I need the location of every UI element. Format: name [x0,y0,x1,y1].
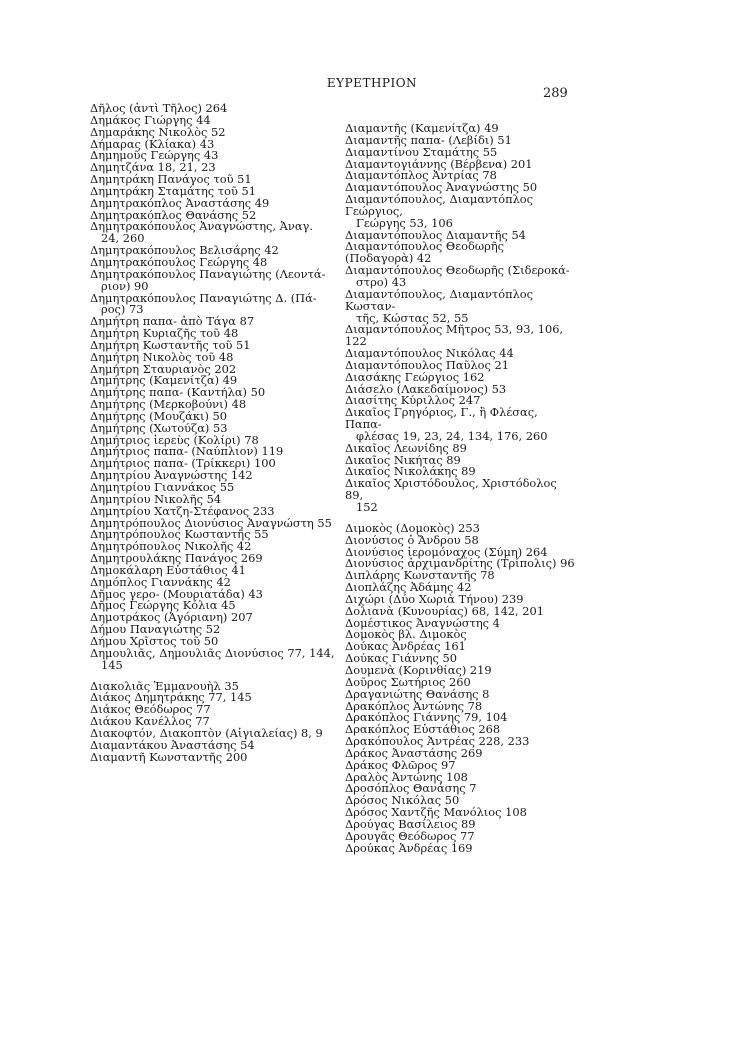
index-entry-text: Διαμαντόπλος Ἀντρίας 78 [345,168,497,183]
index-entry-text: Δημητρίου Γιαννάκος 55 [90,480,235,494]
index-entry-text: Διάσελο (Λακεδαίμονος) 53 [345,381,507,396]
index-entry-text: Δρακόπλος Εὐστάθιος 268 [345,722,501,737]
index-entry-text: Δημαράκης Νικολὸς 52 [90,124,226,139]
index-entry-text: Δρακόπουλος Ἀντρέας 228, 233 [345,734,530,749]
index-entry-continuation: ριον) 90 [101,278,149,293]
index-entry-text: Δημητρουλάκης Πανάγος 269 [90,551,263,566]
index-entry-text: Διονύσιος ὁ Ἄνδρου 58 [345,532,479,547]
index-entry-text: Δρουγᾶς Θεόδωρος 77 [345,828,475,843]
index-entry-text: Δῆμος γερο- (Μουριατάδα) 43 [90,586,263,601]
index-entry-text: Διακοφτόν, Διακοπτὸν (Αἰγιαλείας) 8, 9 [90,725,323,740]
index-entry-text: Δραλὸς Ἀντώνης 108 [345,769,468,784]
index-entry-text: Δράκος Ἀναστάσης 269 [345,745,483,760]
index-entry-text: Δημουλιᾶς, Δημουλιᾶς Διονύσιος 77, 144, [90,645,335,660]
index-entry [90,749,335,764]
index-entry-text: Δημήτριος παπα- (Ναύπλιον) 119 [90,444,284,459]
index-entry-text: Δρούγας Βασίλειος 89 [345,816,476,831]
index-entry-text: Διχώρι (Δύο Χωριὰ Τήνου) 239 [345,591,524,606]
index-entry [345,265,575,289]
index-entry-text: Δικαῖος Γρηγόριος, Γ., ἢ Φλέσας, Παπα- [345,405,538,432]
index-entry-text: Διαμαντόπουλος, Διαμαντόπλος Κωσταν- [345,286,534,313]
index-entry-text: Δράκος Φλῶρος 97 [345,757,456,772]
index-entry-text: Διαμαντόπουλος Νικόλας 44 [345,346,514,361]
index-entry-text: Διαμαντῆ Κωνσταντῆς 200 [90,749,248,764]
index-entry-text: Διαμαντῆς (Καμενίτζα) 49 [345,121,499,135]
index-column-right [345,123,575,854]
running-header-title: ΕΥΡΕΤΗΡΙΟΝ [326,76,418,90]
index-entry-text: Δημητρόπουλος Διονύσιος Ἀναγνώστη 55 [90,515,332,530]
index-entry-continuation: ρος) 73 [101,302,144,317]
index-entry-text: Διμοκὸς (Δομοκὸς) 253 [345,520,480,535]
index-entry-text: Δημητρακόπλος Θανάσης 52 [90,207,257,222]
index-column-left [90,103,335,763]
index-entry-text: Δῆμος Γεώργης Κόλια 45 [90,598,236,613]
index-entry-text: Διαμαντόπουλος Διαμαντῆς 54 [345,227,526,242]
index-entry [345,407,575,443]
index-entry-text: Διοπλάζης Ἀδάμης 42 [345,580,472,595]
index-entry-continuation: 145 [101,657,123,672]
index-entry-text: Δομέστικος Ἀναγνώστης 4 [345,615,500,630]
index-entry-text: Δήμου Παναγιώτης 52 [90,622,221,637]
index-entry [345,241,575,265]
index-entry [345,194,575,230]
index-entry-text: Δικαῖος Χριστόδουλος, Χριστόδολος 89, [345,476,557,503]
page-number: 289 [543,86,568,101]
index-entry-text: Δημητρακόπουλος Παναγιώτης (Λεοντά- [90,266,326,281]
index-entry-continuation: φλέσας 19, 23, 24, 134, 176, 260 [356,428,548,443]
index-entry-text: Δημήτρης (Καμενίτζα) 49 [90,373,238,388]
index-entry-text: Δημητρίου Νικολῆς 54 [90,491,222,506]
index-entry-text: Δημητράκη Πανάγος τοῦ 51 [90,172,252,187]
index-entry-text: Δημοτράκος (Ἀγόριανη) 207 [90,610,253,625]
index-entry [345,286,575,325]
index-entry-text: Δικαῖος Λεωνίδης 89 [345,440,467,455]
index-entry-text: Δημητράκη Σταμάτης τοῦ 51 [90,183,256,198]
index-entry-text: Δρούκας Ἀνδρέας 169 [345,840,473,855]
index-entry-continuation: 24, 260 [101,231,145,246]
index-entry-text: Δούκας Γιάννης 50 [345,651,458,666]
index-entry-text: Διαμαντάκου Ἀναστάσης 54 [90,737,255,752]
index-entry [90,221,335,245]
index-entry-text: Διασίτης Κύριλλος 247 [345,393,481,408]
index-entry-text: Διαμαντόπουλος Θεοδωρῆς (Ποδαγορὰ) 42 [345,239,505,266]
index-entry-text: Δημητρακόπουλος Γεώργης 48 [90,254,268,269]
index-entry-text: Δημήτριος παπα- (Τρίκκερι) 100 [90,456,276,471]
index-entry-text: Διονύσιος ἀρχιμανδρίτης (Τρίπολις) 96 [345,556,575,571]
index-entry-text: Δρόσος Χαντζῆς Μανόλιος 108 [345,805,527,820]
index-entry-text: Δραγανιώτης Θανάσης 8 [345,686,490,701]
index-entry-text: Δημόπλος Γιαννάκης 42 [90,574,231,589]
index-entry-continuation: Γεώργης 53, 106 [356,215,453,230]
index-entry-text: Δημήτρη Νικολὸς τοῦ 48 [90,349,234,364]
index-entry-text: Διαμαντῆς παπα- (Λεβίδι) 51 [345,132,512,147]
index-entry-text: Δρακόπλος Γιάννης 79, 104 [345,710,508,725]
index-entry-text: Δικαῖος Νικήτας 89 [345,452,461,467]
index-entry-text: Δημήτρη Κωσταντῆς τοῦ 51 [90,337,251,352]
index-entry-text: Διασάκης Γεώργιος 162 [345,369,485,384]
index-entry-text: Διάκου Κανέλλος 77 [90,714,210,729]
index-entry [90,290,335,317]
index-entry [90,266,335,293]
index-entry-continuation: στρο) 43 [356,274,407,289]
index-entry-text: Δημητρόπουλος Νικολῆς 42 [90,539,252,554]
index-entry-text: Δομοκὸς βλ. Διμοκὸς [345,627,467,642]
index-entry-text: Διαμαντόπουλος Θεοδωρῆς (Σιδεροκά- [345,263,570,278]
index-entry-text: Δημητρακόπουλος Ἀναγνώστης, Ἀναγ. [90,219,313,234]
index-entry-text: Διαμαντίνου Σταμάτης 55 [345,144,498,159]
index-entry-text: Δροσόπλος Θανάσης 7 [345,781,477,796]
index-entry-text: Δημητρακόπουλος Παναγιώτης Δ. (Πά- [90,290,317,305]
index-entry-text: Δημήτρης (Μερκοβούνι) 48 [90,397,247,412]
index-entry-text: Δημητρίου Ἀναγνώστης 142 [90,468,253,483]
index-entry-text: Δοῦρος Σωτήριος 260 [345,674,471,689]
index-entry [90,645,335,672]
index-entry-text: Διαμαντογιάννης (Βέρβενα) 201 [345,156,533,171]
index-entry-continuation: 152 [356,500,378,514]
index-entry-text: Δικαῖος Νικολάκης 89 [345,464,476,479]
index-entry [345,840,575,855]
index-entry-text: Δημητρακόπλος Ἀναστάσης 49 [90,195,270,210]
index-entry [345,324,575,348]
index-entry-text: Δολιανὰ (Κυνουρίας) 68, 142, 201 [345,603,545,618]
index-entry-text: Διπλάρης Κωνσταντῆς 78 [345,568,495,583]
index-entry-continuation: τῆς, Κώστας 52, 55 [356,310,469,325]
index-entry-text: Δήμου Χρῖστος τοῦ 50 [90,633,219,648]
index-entry-text: Διαμαντόπουλος Παῦλος 21 [345,357,510,372]
index-entry-text: Διακολιᾶς Ἐμμανουὴλ 35 [90,678,239,693]
index-entry-text: Δημήτρης (Χωτούζα) 53 [90,420,228,435]
index-entry-text: Δημητρόπουλος Κωσταντῆς 55 [90,527,269,542]
index-entry-text: Δημητζάνα 18, 21, 23 [90,160,216,175]
index-entry-text: Δημητρίου Χατζη-Στέφανος 233 [90,503,275,518]
index-entry [345,478,575,514]
index-entry-text: Δημημοῦς Γεώργης 43 [90,148,219,163]
index-entry-text: Δῆλος (ἀντὶ Τῆλος) 264 [90,101,228,115]
index-entry-text: Δημητρακόπουλος Βελισάρης 42 [90,243,279,258]
index-entry-text: Δήμαρας (Κλίακα) 43 [90,136,215,151]
index-entry-text: Διάκος Θεόδωρος 77 [90,702,211,717]
index-entry-text: Δημήτρη παπα- ἀπὸ Τάγα 87 [90,314,255,329]
index-entry-text: Δουμενὰ (Κορινθίας) 219 [345,662,492,677]
index-entry-text: Δημήτρης παπα- (Καντήλα) 50 [90,385,266,400]
index-entry-text: Δημάκος Γιώργης 44 [90,112,211,127]
index-entry-text: Διονύσιος ἱερομόναχος (Σύμη) 264 [345,544,548,559]
index-entry-text: Δρακόπλος Ἀντώνης 78 [345,698,483,713]
index-entry-text: Δημήτριος ἱερεὺς (Κολίρι) 78 [90,432,259,447]
index-entry-text: Δημήτρη Κυριαζῆς τοῦ 48 [90,326,239,341]
index-entry-text: Δημήτρης (Μουζάκι) 50 [90,408,227,423]
index-entry-text: Διάκος Δημητράκης 77, 145 [90,690,252,705]
index-entry-text: Δημοκάλαρη Εὐστάθιος 41 [90,562,246,577]
index-entry-text: Διαμαντόπουλος, Διαμαντόπλος Γεώργιος, [345,192,534,218]
index-entry-text: Δρόσος Νικόλας 50 [345,793,460,808]
index-entry-text: Διαμαντόπουλος Μῆτρος 53, 93, 106, 122 [345,322,564,349]
index-entry-text: Δούκας Ἀνδρέας 161 [345,639,466,654]
index-entry-text: Δημήτρη Σταυριανὸς 202 [90,361,237,376]
index-entry-text: Διαμαντόπουλος Ἀναγνώστης 50 [345,180,538,195]
